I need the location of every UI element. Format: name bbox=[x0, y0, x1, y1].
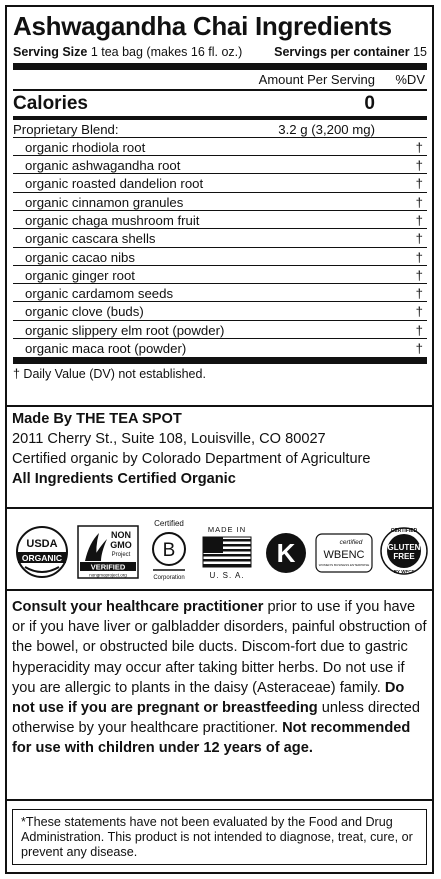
wbenc-text: WBENC bbox=[323, 549, 365, 561]
ingredient-list bbox=[13, 138, 427, 358]
blend-row bbox=[13, 120, 427, 138]
blend-label: Proprietary Blend: bbox=[13, 121, 119, 137]
nongmo-verified: VERIFIED bbox=[90, 562, 126, 572]
ingredient-dv: † bbox=[415, 304, 423, 320]
made-by: Made By THE TEA SPOT bbox=[12, 411, 182, 427]
ingredient-dv: † bbox=[415, 322, 423, 338]
nongmo-project: Project bbox=[111, 552, 131, 558]
calories-label: Calories bbox=[13, 92, 88, 114]
ingredient-row bbox=[13, 211, 427, 229]
gf-gluten: GLUTEN bbox=[387, 543, 421, 552]
gf-free: FREE bbox=[393, 552, 415, 561]
gf-wfcf: BY WFCF bbox=[393, 569, 415, 574]
ingredient-dv: † bbox=[415, 176, 423, 192]
servings-per-container-value: 15 bbox=[413, 45, 427, 59]
ingredient-dv: † bbox=[415, 267, 423, 283]
all-organic: All Ingredients Certified Organic bbox=[12, 471, 236, 487]
ingredient-name: organic cardamom seeds bbox=[25, 286, 174, 302]
ingredient-row bbox=[13, 174, 427, 192]
bcorp-certified: Certified bbox=[154, 519, 184, 528]
ingredient-dv: † bbox=[415, 286, 423, 302]
bcorp-corporation: Corporation bbox=[153, 575, 185, 581]
serving-info bbox=[13, 45, 427, 61]
servings-per-container bbox=[274, 45, 427, 59]
ingredients-facts bbox=[13, 11, 427, 384]
warning-text-2: unless directed otherwise by your healthcare practitioner. bbox=[12, 700, 420, 737]
dv-header: %DV bbox=[395, 72, 425, 87]
serving-size-value: 1 tea bag (makes 16 fl. oz.) bbox=[90, 45, 243, 59]
ingredient-row bbox=[13, 138, 427, 156]
gf-certified: CERTIFIED bbox=[390, 528, 418, 534]
servings-per-container-label: Servings per container bbox=[274, 45, 410, 59]
ingredient-name: organic cinnamon granules bbox=[25, 194, 184, 210]
divider bbox=[7, 507, 432, 509]
ingredient-row bbox=[13, 248, 427, 266]
wbenc-sub: WOMEN'S BUSINESS ENTERPRISE bbox=[318, 563, 370, 567]
ingredient-name: organic roasted dandelion root bbox=[25, 176, 204, 192]
divider bbox=[7, 589, 432, 591]
divider bbox=[7, 405, 432, 407]
usa-text: U. S. A. bbox=[209, 571, 245, 580]
usda-organic-logo bbox=[15, 525, 69, 579]
divider bbox=[7, 799, 432, 801]
ingredient-name: organic maca root (powder) bbox=[25, 341, 187, 357]
warning-consult: Consult your healthcare practitioner bbox=[12, 599, 264, 615]
ingredient-row bbox=[13, 339, 427, 357]
wbenc-certified: certified bbox=[339, 539, 363, 546]
ingredient-dv: † bbox=[415, 341, 423, 357]
calories-value: 0 bbox=[364, 92, 375, 114]
serving-size-label: Serving Size bbox=[13, 45, 88, 59]
address: 2011 Cherry St., Suite 108, Louisville, CO 80027 bbox=[12, 431, 326, 447]
organic-text: ORGANIC bbox=[21, 553, 63, 563]
usda-text: USDA bbox=[26, 538, 58, 550]
dv-footnote: † Daily Value (DV) not established. bbox=[13, 367, 206, 382]
ingredient-dv: † bbox=[415, 231, 423, 247]
ingredient-name: organic cascara shells bbox=[25, 231, 156, 247]
ingredient-dv: † bbox=[415, 194, 423, 210]
warning-pregnant: Do not use if you are pregnant or breastfeeding bbox=[12, 679, 405, 717]
made-in-usa-logo bbox=[199, 523, 255, 581]
ingredient-dv: † bbox=[415, 139, 423, 155]
ingredient-dv: † bbox=[415, 249, 423, 265]
b-corp-logo bbox=[147, 517, 191, 583]
kosher-k: K bbox=[276, 538, 296, 568]
warning-children: Not recommended for use with children under 12 years of age. bbox=[12, 720, 411, 757]
kosher-logo bbox=[264, 531, 308, 575]
blend-amount: 3.2 g (3,200 mg) bbox=[278, 121, 375, 137]
ingredient-name: organic slippery elm root (powder) bbox=[25, 322, 225, 338]
certified-by: Certified organic by Colorado Department of Agriculture bbox=[12, 451, 371, 467]
fda-disclaimer: *These statements have not been evaluated by the Food and Drug Administration. This product is not intended to diagnose, treat, cure, or prevent any disease. bbox=[12, 809, 427, 865]
column-header bbox=[13, 70, 427, 89]
non-gmo-logo bbox=[77, 525, 139, 579]
nongmo-gmo: GMO bbox=[110, 540, 132, 550]
manufacturer-info bbox=[12, 409, 432, 489]
bcorp-b: B bbox=[162, 540, 176, 561]
thick-rule-bottom bbox=[13, 357, 427, 364]
certification-logos bbox=[11, 517, 429, 592]
label-panel bbox=[5, 5, 434, 874]
wbenc-logo bbox=[315, 533, 373, 573]
facts-title: Ashwagandha Chai Ingredients bbox=[13, 11, 392, 41]
nongmo-url: nongmoproject.org bbox=[89, 572, 127, 578]
calories-row bbox=[13, 91, 427, 116]
ingredient-row bbox=[13, 302, 427, 320]
ingredient-row bbox=[13, 321, 427, 339]
ingredient-name: organic rhodiola root bbox=[25, 139, 146, 155]
ingredient-row bbox=[13, 284, 427, 302]
ingredient-row bbox=[13, 193, 427, 211]
made-in-text: MADE IN bbox=[207, 525, 247, 534]
warning-text-1: prior to use if you have or if you have liver or galbladder disorders, painful obstruction of the bowel, or obstructed bile ducts. Discom-fort due to gastric hyperacidity may occur after taking bitter herbs. Do not use if you are allergic to plants in the daisy (Asteraceae) family. bbox=[12, 599, 427, 696]
ingredient-name: organic ginger root bbox=[25, 267, 135, 283]
ingredient-name: organic chaga mushroom fruit bbox=[25, 212, 200, 228]
nongmo-non: NON bbox=[111, 530, 131, 540]
ingredient-dv: † bbox=[415, 212, 423, 228]
thick-rule bbox=[13, 63, 427, 70]
ingredient-name: organic clove (buds) bbox=[25, 304, 144, 320]
ingredient-row bbox=[13, 229, 427, 247]
ingredient-row bbox=[13, 266, 427, 284]
health-warning bbox=[12, 597, 430, 759]
gluten-free-logo bbox=[379, 523, 429, 581]
ingredient-row bbox=[13, 156, 427, 174]
amount-header: Amount Per Serving bbox=[258, 72, 375, 87]
ingredient-name: organic cacao nibs bbox=[25, 249, 135, 265]
ingredient-name: organic ashwagandha root bbox=[25, 158, 181, 174]
ingredient-dv: † bbox=[415, 158, 423, 174]
